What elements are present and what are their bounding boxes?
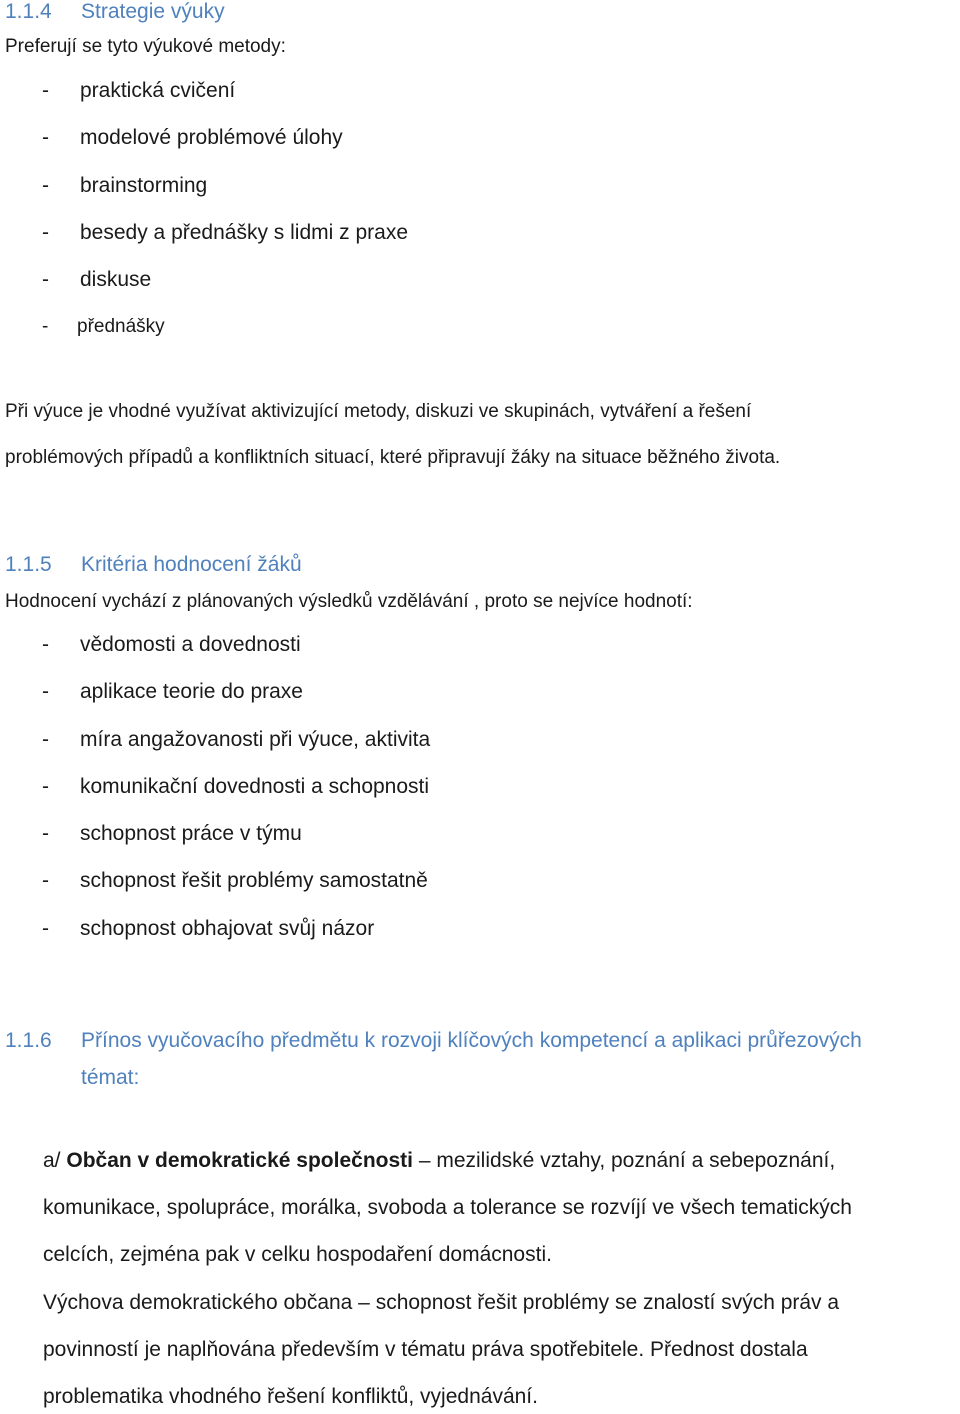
intro-text: Preferují se tyto výukové metody: — [5, 36, 286, 57]
heading-title-continued: témat: — [81, 1066, 140, 1089]
heading-1-1-6 — [5, 1029, 862, 1053]
heading-title: Kritéria hodnocení žáků — [81, 553, 302, 576]
heading-1-1-4 — [5, 0, 225, 24]
bold-term: Občan v demokratické společnosti — [66, 1149, 413, 1172]
paragraph-line: a/ Občan v demokratické společnosti – mezilidské vztahy, poznání a sebepoznání, — [43, 1149, 836, 1172]
intro-text: Hodnocení vychází z plánovaných výsledků vzdělávání , proto se nejvíce hodnotí: — [5, 591, 693, 612]
paragraph-line: Při výuce je vhodné využívat aktivizující metody, diskuzi ve skupinách, vytváření a řešení — [5, 401, 752, 422]
heading-title: Přínos vyučovacího předmětu k rozvoji klíčových kompetencí a aplikaci průřezových — [81, 1029, 862, 1052]
heading-number: 1.1.4 — [5, 0, 52, 23]
paragraph-line: problémových případů a konfliktních situací, které připravují žáky na situace běžného života. — [5, 447, 781, 468]
heading-number: 1.1.6 — [5, 1029, 52, 1052]
heading-1-1-5 — [5, 553, 302, 577]
paragraph-line: komunikace, spolupráce, morálka, svoboda a tolerance se rozvíjí ve všech tematických — [43, 1196, 852, 1219]
paragraph-line: problematika vhodného řešení konfliktů, vyjednávání. — [43, 1385, 538, 1408]
paragraph-line: celcích, zejména pak v celku hospodaření domácnosti. — [43, 1243, 552, 1266]
heading-number: 1.1.5 — [5, 553, 52, 576]
heading-title: Strategie výuky — [81, 0, 225, 23]
paragraph-line: povinností je naplňována především v tématu práva spotřebitele. Přednost dostala — [43, 1338, 808, 1361]
paragraph-line: Výchova demokratického občana – schopnost řešit problémy se znalostí svých práv a — [43, 1291, 840, 1314]
